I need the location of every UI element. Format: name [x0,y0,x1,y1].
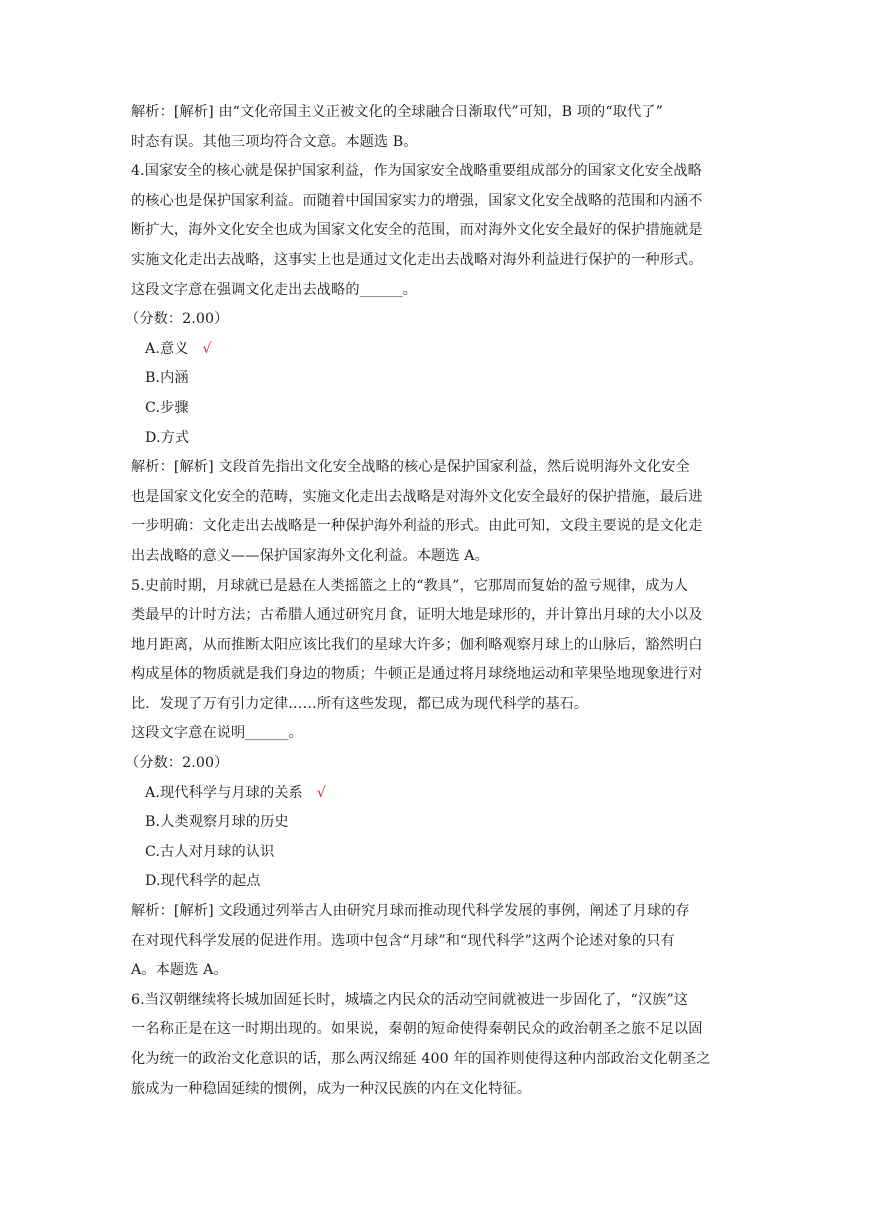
option-label: A.意义 [145,340,189,357]
question-stem-line: 6.当汉朝继续将长城加固延长时，城墙之内民众的活动空间就被进一步固化了，“汉族”这 [131,991,689,1008]
option-b [131,808,751,838]
question-stem-line: 的核心也是保护国家利益。而随着中国国家实力的增强，国家文化安全战略的范围和内涵不 [131,192,703,209]
question-stem-line: 化为统一的政治文化意识的话，那么两汉绵延 400 年的国祚则使得这种内部政治文化朝圣之 [131,1051,711,1067]
analysis-line: 解析：[解析] 由“文化帝国主义正被文化的全球融合日渐取代”可知，B 项的“取代了” [131,104,663,120]
analysis-line: 在对现代科学发展的促进作用。选项中包含“月球”和“现代科学”这两个论述对象的只有 [131,932,675,949]
question-5 [125,572,751,986]
document-page [125,98,751,1104]
analysis-line: 也是国家文化安全的范畴，实施文化走出去战略是对海外文化安全最好的保护措施，最后进 [131,488,703,505]
analysis-line: A。本题选 A。 [131,962,228,979]
option-label: A.现代科学与月球的关系 [145,784,303,801]
question-4 [125,157,751,571]
question-score: （分数：2.00） [125,311,229,328]
analysis-line: 解析：[解析] 文段通过列举古人由研究月球而推动现代科学发展的事例，阐述了月球的存 [131,903,690,920]
option-label: B.人类观察月球的历史 [145,814,289,831]
option-label: C.步骤 [145,399,189,416]
question-stem-line: 比．发现了万有引力定律……所有这些发现，都已成为现代科学的基石。 [131,695,589,712]
option-a [131,779,751,809]
question-stem-line: 地月距离，从而推断太阳应该比我们的星球大许多；伽利略观察月球上的山脉后，豁然明白 [131,636,703,653]
option-d [131,867,751,897]
correct-check-icon: √ [316,784,326,801]
option-c [131,394,751,424]
question-stem-line: 这段文字意在说明______。 [131,725,303,742]
analysis-line: 一步明确：文化走出去战略是一种保护海外利益的形式。由此可知，文段主要说的是文化走 [131,518,703,535]
option-a [131,335,751,365]
option-label: D.方式 [145,429,190,446]
question-stem-line: 构成星体的物质就是我们身边的物质；牛顿正是通过将月球绕地运动和苹果坠地现象进行对 [131,666,703,683]
option-label: B.内涵 [145,370,189,387]
option-b [131,364,751,394]
option-d [131,424,751,454]
option-c [131,838,751,868]
analysis-line: 时态有误。其他三项均符合文意。本题选 B。 [131,133,418,150]
question-stem-line: 这段文字意在强调文化走出去战略的______。 [131,281,418,298]
question-3-analysis [131,98,751,157]
question-score: （分数：2.00） [125,755,229,772]
question-stem-line: 类最早的计时方法；古希腊人通过研究月食，证明大地是球形的，并计算出月球的大小以及 [131,607,703,624]
analysis-line: 解析：[解析] 文段首先指出文化安全战略的核心是保护国家利益，然后说明海外文化安全 [131,459,690,476]
option-label: C.古人对月球的认识 [145,843,275,860]
question-stem-line: 4.国家安全的核心就是保护国家利益，作为国家安全战略重要组成部分的国家文化安全战略 [131,163,702,180]
question-stem-line: 旅成为一种稳固延续的惯例，成为一种汉民族的内在文化特征。 [131,1080,532,1097]
question-stem-line: 一名称正是在这一时期出现的。如果说，秦朝的短命使得秦朝民众的政治朝圣之旅不足以固 [131,1021,703,1038]
question-stem-line: 5.史前时期，月球就已是悬在人类摇篮之上的“教具”，它那周而复始的盈亏规律，成为人 [131,577,689,594]
question-stem-line: 实施文化走出去战略，这事实上也是通过文化走出去战略对海外利益进行保护的一种形式。 [131,251,703,268]
option-label: D.现代科学的起点 [145,873,261,890]
question-6 [131,986,751,1104]
correct-check-icon: √ [202,340,212,357]
question-stem-line: 断扩大，海外文化安全也成为国家文化安全的范围，而对海外文化安全最好的保护措施就是 [131,222,703,239]
analysis-line: 出去战略的意义——保护国家海外文化利益。本题选 A。 [131,547,489,564]
